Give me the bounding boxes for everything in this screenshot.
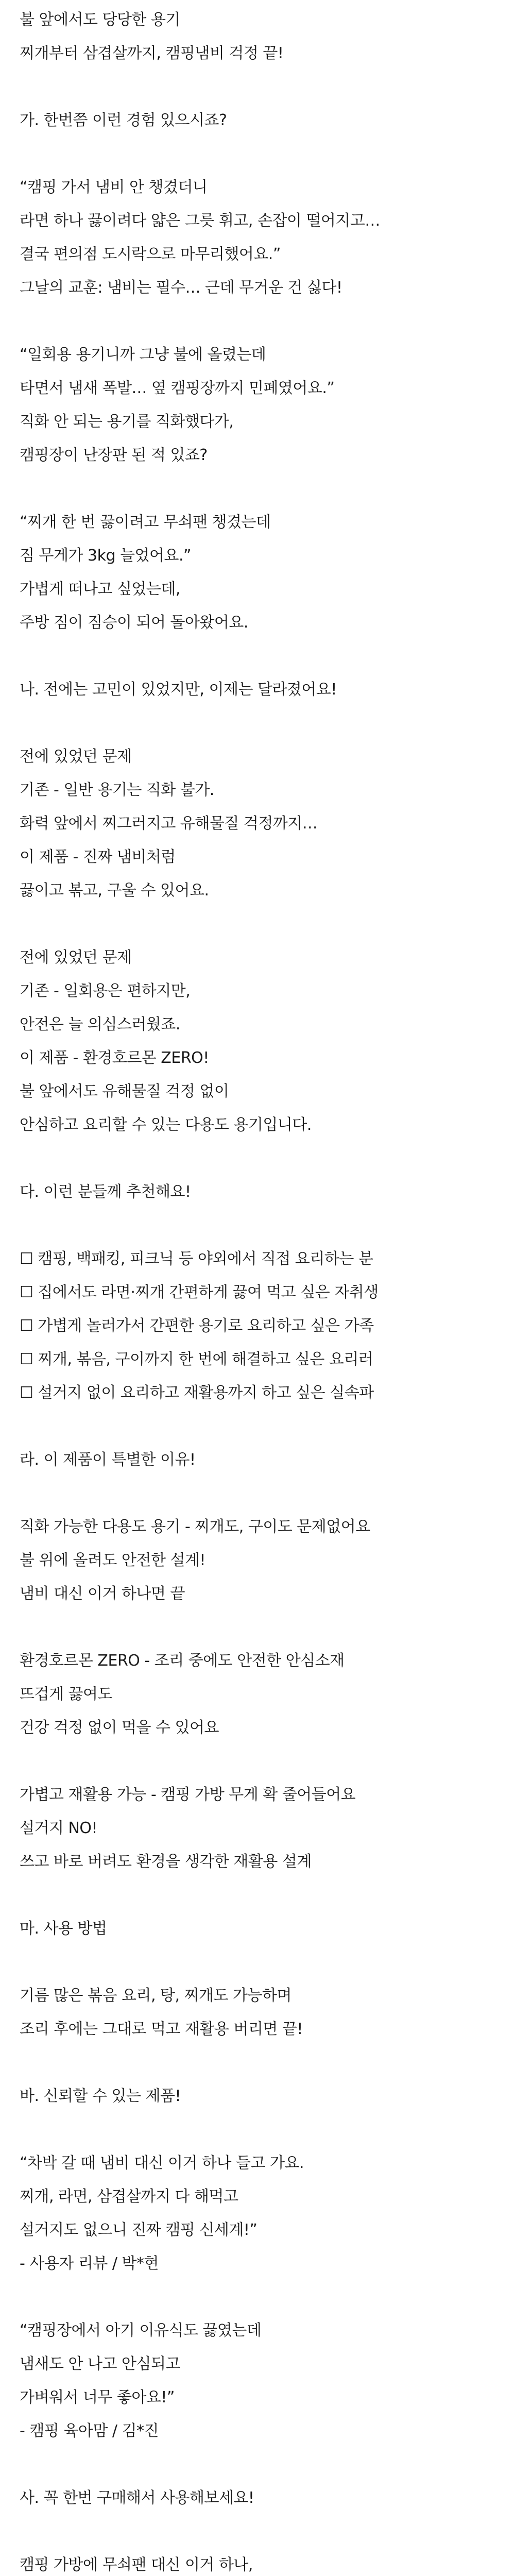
text-line: “차박 갈 때 냄비 대신 이거 하나 들고 가요. <box>20 2154 304 2172</box>
paragraph-gap <box>20 1142 515 1175</box>
text-line: 찌개부터 삼겹살까지, 캠핑냄비 걱정 끝! <box>20 44 284 62</box>
paragraph-gap <box>20 1744 515 1778</box>
text-line: 불 앞에서도 유해물질 걱정 없이 <box>20 1082 229 1100</box>
text-line: 결국 편의점 도시락으로 마무리했어요.” <box>20 245 281 263</box>
text-line: 그날의 교훈: 냄비는 필수… 근데 무거운 건 싫다! <box>20 279 342 297</box>
text-line: 기존 - 일반 용기는 직화 불가. <box>20 781 214 799</box>
text-line: 안심하고 요리할 수 있는 다용도 용기입니다. <box>20 1116 312 1134</box>
paragraph-gap <box>20 137 515 171</box>
paragraph-gap <box>20 304 515 338</box>
paragraph-gap <box>20 1410 515 1443</box>
text-line: 불 위에 올려도 안전한 설계! <box>20 1551 205 1569</box>
text-line: ☐ 집에서도 라면·찌개 간편하게 끓여 먹고 싶은 자취생 <box>20 1283 379 1301</box>
text-line: 설거지도 없으니 진짜 캠핑 신세계!” <box>20 2221 258 2239</box>
text-line: 찌개, 라면, 삼겹살까지 다 해먹고 <box>20 2188 238 2206</box>
paragraph-gap <box>20 706 515 740</box>
text-line: 가볍고 재활용 가능 - 캠핑 가방 무게 확 줄어들어요 <box>20 1786 356 1804</box>
paragraph-gap <box>20 1611 515 1644</box>
paragraph-gap <box>20 1945 515 1979</box>
text-line: 가벼워서 너무 좋아요!” <box>20 2388 175 2406</box>
text-line: 주방 짐이 짐승이 되어 돌아왔어요. <box>20 614 248 632</box>
text-line: 이 제품 - 환경호르몬 ZERO! <box>20 1049 209 1067</box>
text-line: “캠핑 가서 냄비 안 챙겼더니 <box>20 178 208 196</box>
text-line: ☐ 캠핑, 백패킹, 피크닉 등 야외에서 직접 요리하는 분 <box>20 1250 373 1268</box>
text-line: 쓰고 바로 버려도 환경을 생각한 재활용 설계 <box>20 1853 312 1871</box>
text-line: 다. 이런 분들께 추천해요! <box>20 1183 191 1201</box>
paragraph-gap <box>20 2515 515 2548</box>
text-line: 설거지 NO! <box>20 1819 98 1837</box>
text-line: 이 제품 - 진짜 냄비처럼 <box>20 848 176 866</box>
text-line: 건강 걱정 없이 먹을 수 있어요 <box>20 1719 219 1737</box>
text-line: “일회용 용기니까 그냥 불에 올렸는데 <box>20 346 266 364</box>
paragraph-gap <box>20 1878 515 1912</box>
text-line: 조리 후에는 그대로 먹고 재활용 버리면 끝! <box>20 2020 303 2038</box>
text-line: 타면서 냄새 폭발… 옆 캠핑장까지 민폐였어요.” <box>20 379 335 397</box>
paragraph-gap <box>20 2113 515 2146</box>
text-line: 환경호르몬 ZERO - 조리 중에도 안전한 안심소재 <box>20 1652 345 1670</box>
text-line: 전에 있었던 문제 <box>20 948 132 967</box>
paragraph-gap <box>20 907 515 941</box>
text-line: 뜨겁게 끓여도 <box>20 1685 112 1703</box>
text-line: ☐ 가볍게 놀러가서 간편한 용기로 요리하고 싶은 가족 <box>20 1317 374 1335</box>
text-line: 끓이고 볶고, 구울 수 있어요. <box>20 882 209 900</box>
text-line: 캠핑 가방에 무쇠팬 대신 이거 하나, <box>20 2556 253 2574</box>
text-line: 캠핑장이 난장판 된 적 있죠? <box>20 446 208 464</box>
text-line: 화력 앞에서 찌그러지고 유해물질 걱정까지… <box>20 815 318 833</box>
text-line: 나. 전에는 고민이 있었지만, 이제는 달라졌어요! <box>20 681 337 699</box>
text-line: 사. 꼭 한번 구매해서 사용해보세요! <box>20 2489 254 2507</box>
text-line: 직화 가능한 다용도 용기 - 찌개도, 구이도 문제없어요 <box>20 1518 370 1536</box>
text-line: ☐ 찌개, 볶음, 구이까지 한 번에 해결하고 싶은 요리러 <box>20 1350 373 1368</box>
text-line: 마. 사용 방법 <box>20 1920 107 1938</box>
text-line: “찌개 한 번 끓이려고 무쇠팬 챙겼는데 <box>20 513 271 531</box>
text-line: 불 앞에서도 당당한 용기 <box>20 11 180 29</box>
text-line: 직화 안 되는 용기를 직화했다가, <box>20 413 234 431</box>
paragraph-gap <box>20 1209 515 1242</box>
paragraph-gap <box>20 639 515 673</box>
paragraph-gap <box>20 472 515 505</box>
paragraph-gap <box>20 2280 515 2314</box>
text-line: 기름 많은 볶음 요리, 탕, 찌개도 가능하며 <box>20 1987 291 2005</box>
text-line: - 캠핑 육아맘 / 김*진 <box>20 2422 159 2440</box>
paragraph-gap <box>20 2046 515 2079</box>
text-line: 짐 무게가 3kg 늘었어요.” <box>20 547 192 565</box>
text-line: 가볍게 떠나고 싶었는데, <box>20 580 180 598</box>
text-line: 안전은 늘 의심스러웠죠. <box>20 1015 180 1033</box>
text-line: - 사용자 리뷰 / 박*현 <box>20 2255 159 2273</box>
paragraph-gap <box>20 1477 515 1510</box>
paragraph-gap <box>20 2448 515 2481</box>
text-line: 라. 이 제품이 특별한 이유! <box>20 1451 196 1469</box>
text-line: 바. 신뢰할 수 있는 제품! <box>20 2087 181 2105</box>
text-line: ☐ 설거지 없이 요리하고 재활용까지 하고 싶은 실속파 <box>20 1384 374 1402</box>
text-line: 라면 하나 끓이려다 얇은 그릇 휘고, 손잡이 떨어지고… <box>20 212 380 230</box>
text-line: “캠핑장에서 아기 이유식도 끓였는데 <box>20 2321 262 2340</box>
text-line: 기존 - 일회용은 편하지만, <box>20 982 191 1000</box>
paragraph-gap <box>20 70 515 104</box>
text-line: 가. 한번쯤 이런 경험 있으시죠? <box>20 111 227 129</box>
text-line: 냄새도 안 나고 안심되고 <box>20 2355 180 2373</box>
text-line: 전에 있었던 문제 <box>20 748 132 766</box>
text-line: 냄비 대신 이거 하나면 끝 <box>20 1585 185 1603</box>
